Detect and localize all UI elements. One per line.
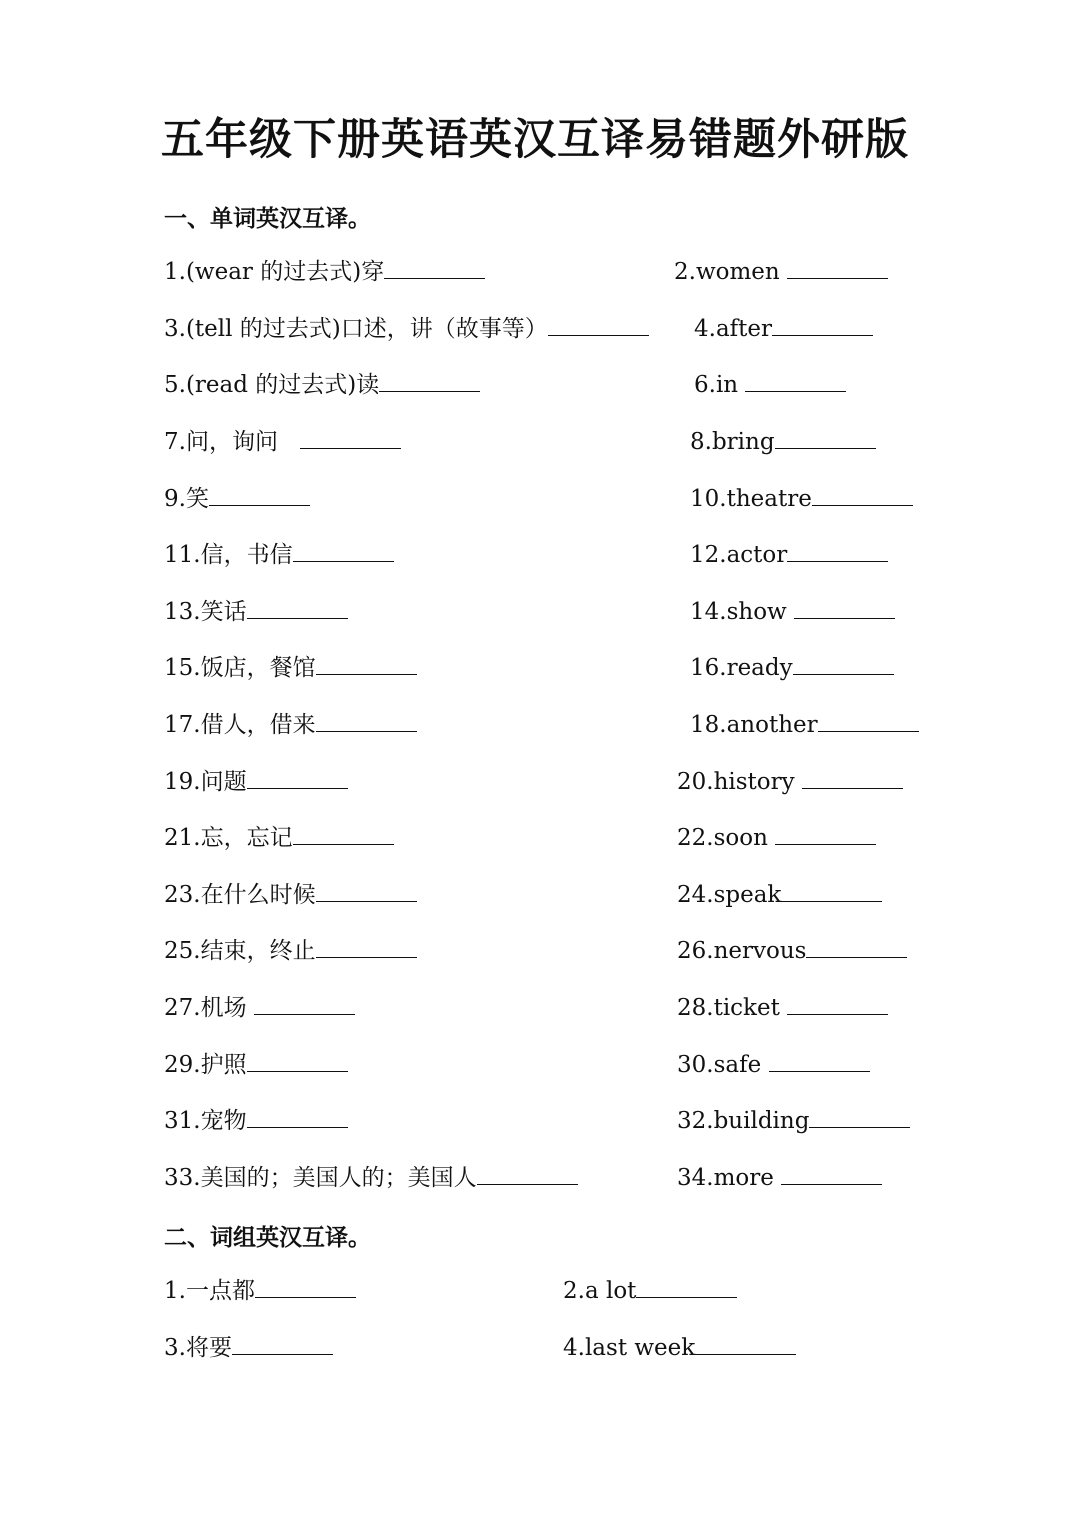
- answer-blank[interactable]: [548, 315, 649, 336]
- answer-blank[interactable]: [316, 654, 417, 675]
- list-item: [677, 993, 888, 1023]
- item-label: 19.问题: [164, 769, 247, 795]
- list-item: [164, 993, 355, 1023]
- answer-blank[interactable]: [293, 541, 394, 562]
- item-label: 4.last week: [563, 1335, 696, 1361]
- answer-blank[interactable]: [775, 428, 876, 449]
- item-label: 12.actor: [690, 542, 788, 568]
- list-item: [164, 427, 401, 457]
- section-heading: 二、词组英汉互译。: [164, 1225, 371, 1251]
- item-label: 1.一点都: [164, 1278, 255, 1304]
- list-item: [164, 1333, 333, 1363]
- list-item: [694, 370, 846, 400]
- item-label: 9.笑: [164, 486, 209, 512]
- answer-blank[interactable]: [384, 258, 485, 279]
- item-label: 11.信，书信: [164, 542, 293, 568]
- item-label: 23.在什么时候: [164, 882, 316, 908]
- answer-blank[interactable]: [772, 315, 873, 336]
- answer-blank[interactable]: [794, 598, 895, 619]
- item-label: 10.theatre: [690, 486, 812, 512]
- answer-blank[interactable]: [254, 994, 355, 1015]
- list-item: [677, 823, 876, 853]
- list-item: [164, 1276, 356, 1306]
- list-item: [690, 427, 876, 457]
- list-item: [164, 1163, 578, 1193]
- list-item: [164, 1050, 348, 1080]
- section-heading: 一、单词英汉互译。: [164, 206, 371, 232]
- answer-blank[interactable]: [300, 428, 401, 449]
- item-label: 3.将要: [164, 1335, 232, 1361]
- answer-blank[interactable]: [316, 937, 417, 958]
- answer-blank[interactable]: [787, 541, 888, 562]
- item-label: 22.soon: [677, 825, 776, 851]
- answer-blank[interactable]: [316, 711, 417, 732]
- item-label: 6.in: [694, 372, 746, 398]
- item-label: 17.借人，借来: [164, 712, 316, 738]
- item-label: 27.机场: [164, 995, 254, 1021]
- item-label: 2.a lot: [563, 1278, 637, 1304]
- answer-blank[interactable]: [379, 371, 480, 392]
- list-item: [164, 936, 417, 966]
- item-label: 18.another: [690, 712, 818, 738]
- answer-blank[interactable]: [636, 1277, 737, 1298]
- item-label: 34.more: [677, 1165, 782, 1191]
- list-item: [690, 597, 895, 627]
- item-label: 2.women: [674, 259, 788, 285]
- answer-blank[interactable]: [793, 654, 894, 675]
- item-label: 20.history: [677, 769, 802, 795]
- answer-blank[interactable]: [769, 1051, 870, 1072]
- item-label: 3.(tell 的过去式)口述，讲（故事等）: [164, 316, 548, 342]
- list-item: [164, 540, 394, 570]
- answer-blank[interactable]: [477, 1164, 578, 1185]
- list-item: [677, 936, 907, 966]
- item-label: 24.speak: [677, 882, 782, 908]
- list-item: [674, 257, 888, 287]
- answer-blank[interactable]: [787, 994, 888, 1015]
- answer-blank[interactable]: [209, 485, 310, 506]
- answer-blank[interactable]: [247, 598, 348, 619]
- list-item: [164, 823, 394, 853]
- item-label: 30.safe: [677, 1052, 769, 1078]
- list-item: [677, 1050, 870, 1080]
- list-item: [694, 314, 873, 344]
- list-item: [164, 653, 417, 683]
- item-label: 29.护照: [164, 1052, 247, 1078]
- item-label: 4.after: [694, 316, 773, 342]
- list-item: [164, 484, 310, 514]
- answer-blank[interactable]: [293, 824, 394, 845]
- list-item: [164, 880, 417, 910]
- answer-blank[interactable]: [775, 824, 876, 845]
- item-label: 33.美国的；美国人的；美国人: [164, 1165, 477, 1191]
- answer-blank[interactable]: [232, 1334, 333, 1355]
- item-label: 16.ready: [690, 655, 793, 681]
- item-label: 32.building: [677, 1108, 810, 1134]
- answer-blank[interactable]: [247, 768, 348, 789]
- list-item: [164, 257, 485, 287]
- list-item: [690, 484, 913, 514]
- answer-blank[interactable]: [695, 1334, 796, 1355]
- list-item: [164, 370, 480, 400]
- item-label: 8.bring: [690, 429, 775, 455]
- item-label: 25.结束，终止: [164, 938, 316, 964]
- list-item: [690, 710, 919, 740]
- answer-blank[interactable]: [781, 1164, 882, 1185]
- list-item: [164, 1106, 348, 1136]
- answer-blank[interactable]: [781, 881, 882, 902]
- answer-blank[interactable]: [247, 1107, 348, 1128]
- item-label: 31.宠物: [164, 1108, 247, 1134]
- answer-blank[interactable]: [255, 1277, 356, 1298]
- answer-blank[interactable]: [316, 881, 417, 902]
- page-title: 五年级下册英语英汉互译易错题外研版: [161, 115, 909, 165]
- item-label: 7.问，询问: [164, 429, 300, 455]
- item-label: 5.(read 的过去式)读: [164, 372, 380, 398]
- list-item: [164, 314, 649, 344]
- list-item: [677, 1163, 882, 1193]
- list-item: [563, 1276, 737, 1306]
- list-item: [677, 767, 903, 797]
- item-label: 15.饭店，餐馆: [164, 655, 316, 681]
- list-item: [677, 880, 882, 910]
- list-item: [164, 710, 417, 740]
- list-item: [164, 597, 348, 627]
- item-label: 14.show: [690, 599, 795, 625]
- answer-blank[interactable]: [787, 258, 888, 279]
- answer-blank[interactable]: [818, 711, 919, 732]
- answer-blank[interactable]: [809, 1107, 910, 1128]
- list-item: [164, 767, 348, 797]
- item-label: 13.笑话: [164, 599, 247, 625]
- list-item: [690, 540, 888, 570]
- item-label: 21.忘，忘记: [164, 825, 293, 851]
- answer-blank[interactable]: [802, 768, 903, 789]
- list-item: [677, 1106, 910, 1136]
- answer-blank[interactable]: [806, 937, 907, 958]
- answer-blank[interactable]: [812, 485, 913, 506]
- item-label: 28.ticket: [677, 995, 788, 1021]
- answer-blank[interactable]: [745, 371, 846, 392]
- list-item: [690, 653, 894, 683]
- answer-blank[interactable]: [247, 1051, 348, 1072]
- item-label: 1.(wear 的过去式)穿: [164, 259, 385, 285]
- item-label: 26.nervous: [677, 938, 807, 964]
- list-item: [563, 1333, 796, 1363]
